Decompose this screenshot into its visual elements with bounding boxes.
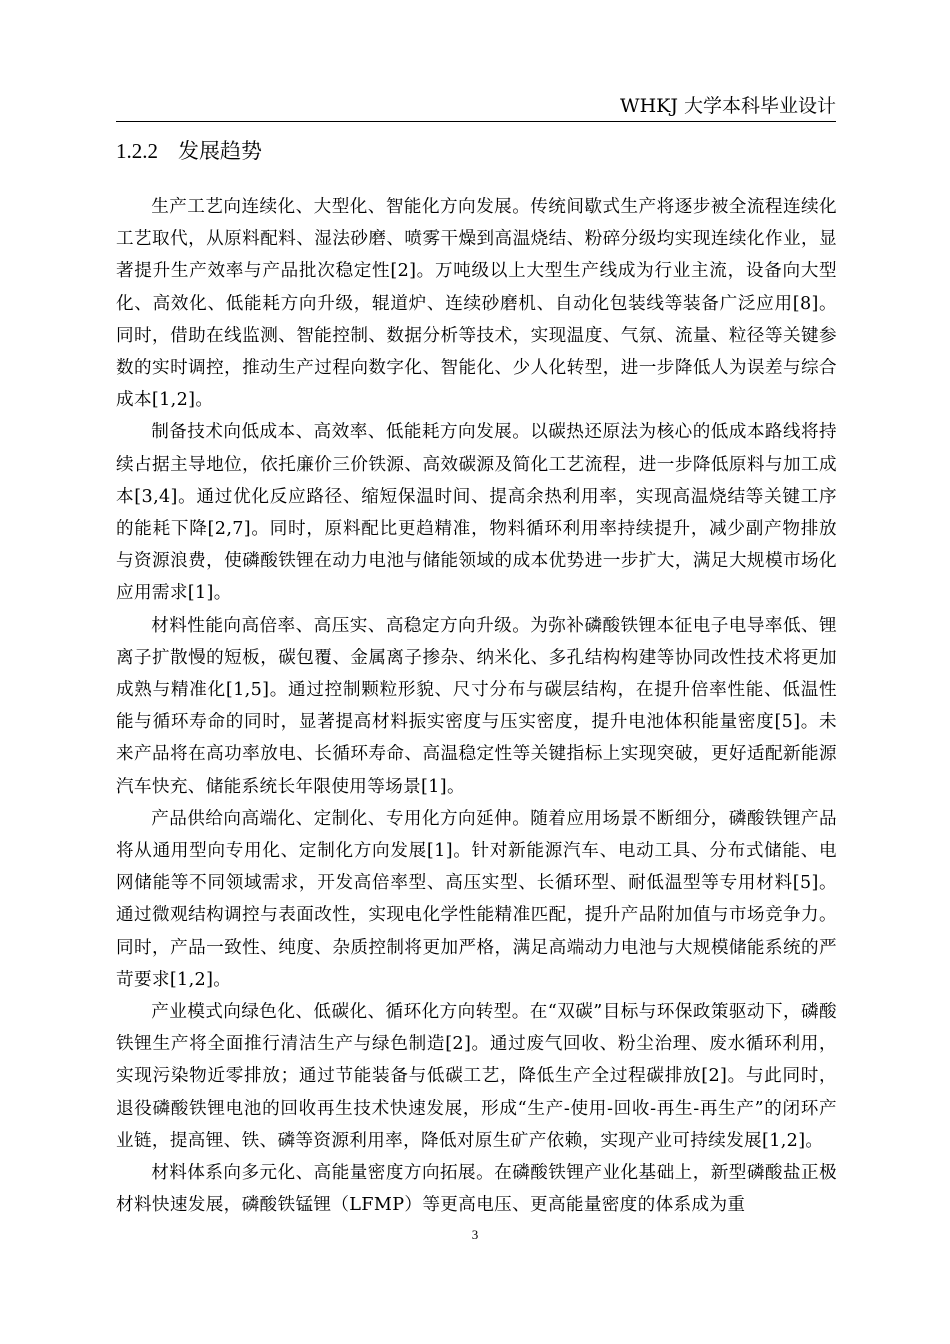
section-title: 发展趋势: [178, 139, 262, 163]
header-rule: [116, 121, 836, 122]
section-number: 1.2.2: [116, 139, 158, 163]
paragraph: 制备技术向低成本、高效率、低能耗方向发展。以碳热还原法为核心的低成本路线将持续占据主导地位，依托廉价三价铁源、高效碳源及简化工艺流程，进一步降低原料与加工成本[3,4]。通过优化反应路径、缩短保温时间、提高余热利用率，实现高温烧结等关键工序的能耗下降[2,7]。同时，原料配比更趋精准，物料循环利用率持续提升，减少副产物排放与资源浪费，使磷酸铁锂在动力电池与储能领域的成本优势进一步扩大，满足大规模市场化应用需求[1]。: [116, 422, 837, 604]
paragraph: 生产工艺向连续化、大型化、智能化方向发展。传统间歇式生产将逐步被全流程连续化工艺取代，从原料配料、湿法砂磨、喷雾干燥到高温烧结、粉碎分级均实现连续化作业，显著提升生产效率与产品批次稳定性[2]。万吨级以上大型生产线成为行业主流，设备向大型化、高效化、低能耗方向升级，辊道炉、连续砂磨机、自动化包装线等装备广泛应用[8]。同时，借助在线监测、智能控制、数据分析等技术，实现温度、气氛、流量、粒径等关键参数的实时调控，推动生产过程向数字化、智能化、少人化转型，进一步降低人为误差与综合成本[1,2]。: [116, 197, 837, 411]
page-header: WHKJ 大学本科毕业设计: [620, 95, 836, 117]
paragraph: 产品供给向高端化、定制化、专用化方向延伸。随着应用场景不断细分，磷酸铁锂产品将从通用型向专用化、定制化方向发展[1]。针对新能源汽车、电动工具、分布式储能、电网储能等不同领域需求，开发高倍率型、高压实型、长循环型、耐低温型等专用材料[5]。通过微观结构调控与表面改性，实现电化学性能精准匹配，提升产品附加值与市场竞争力。同时，产品一致性、纯度、杂质控制将更加严格，满足高端动力电池与大规模储能系统的严苛要求[1,2]。: [116, 808, 837, 990]
page-number: 3: [471, 1227, 479, 1242]
paragraph: 材料性能向高倍率、高压实、高稳定方向升级。为弥补磷酸铁锂本征电子电导率低、锂离子扩散慢的短板，碳包覆、金属离子掺杂、纳米化、多孔结构构建等协同改性技术将更加成熟与精准化[1,5]。通过控制颗粒形貌、尺寸分布与碳层结构，在提升倍率性能、低温性能与循环寿命的同时，显著提高材料振实密度与压实密度，提升电池体积能量密度[5]。未来产品将在高功率放电、长循环寿命、高温稳定性等关键指标上实现突破，更好适配新能源汽车快充、储能系统长年限使用等场景[1]。: [116, 615, 837, 797]
paragraph: 材料体系向多元化、高能量密度方向拓展。在磷酸铁锂产业化基础上，新型磷酸盐正极材料快速发展，磷酸铁锰锂（LFMP）等更高电压、更高能量密度的体系成为重: [116, 1163, 837, 1216]
section-heading: [116, 136, 262, 166]
body-text: [116, 191, 837, 1222]
paragraph: 产业模式向绿色化、低碳化、循环化方向转型。在“双碳”目标与环保政策驱动下，磷酸铁锂生产将全面推行清洁生产与绿色制造[2]。通过废气回收、粉尘治理、废水循环利用，实现污染物近零排放；通过节能装备与低碳工艺，降低生产全过程碳排放[2]。与此同时，退役磷酸铁锂电池的回收再生技术快速发展，形成“生产-使用-回收-再生-再生产”的闭环产业链，提高锂、铁、磷等资源利用率，降低对原生矿产依赖，实现产业可持续发展[1,2]。: [116, 1002, 837, 1151]
